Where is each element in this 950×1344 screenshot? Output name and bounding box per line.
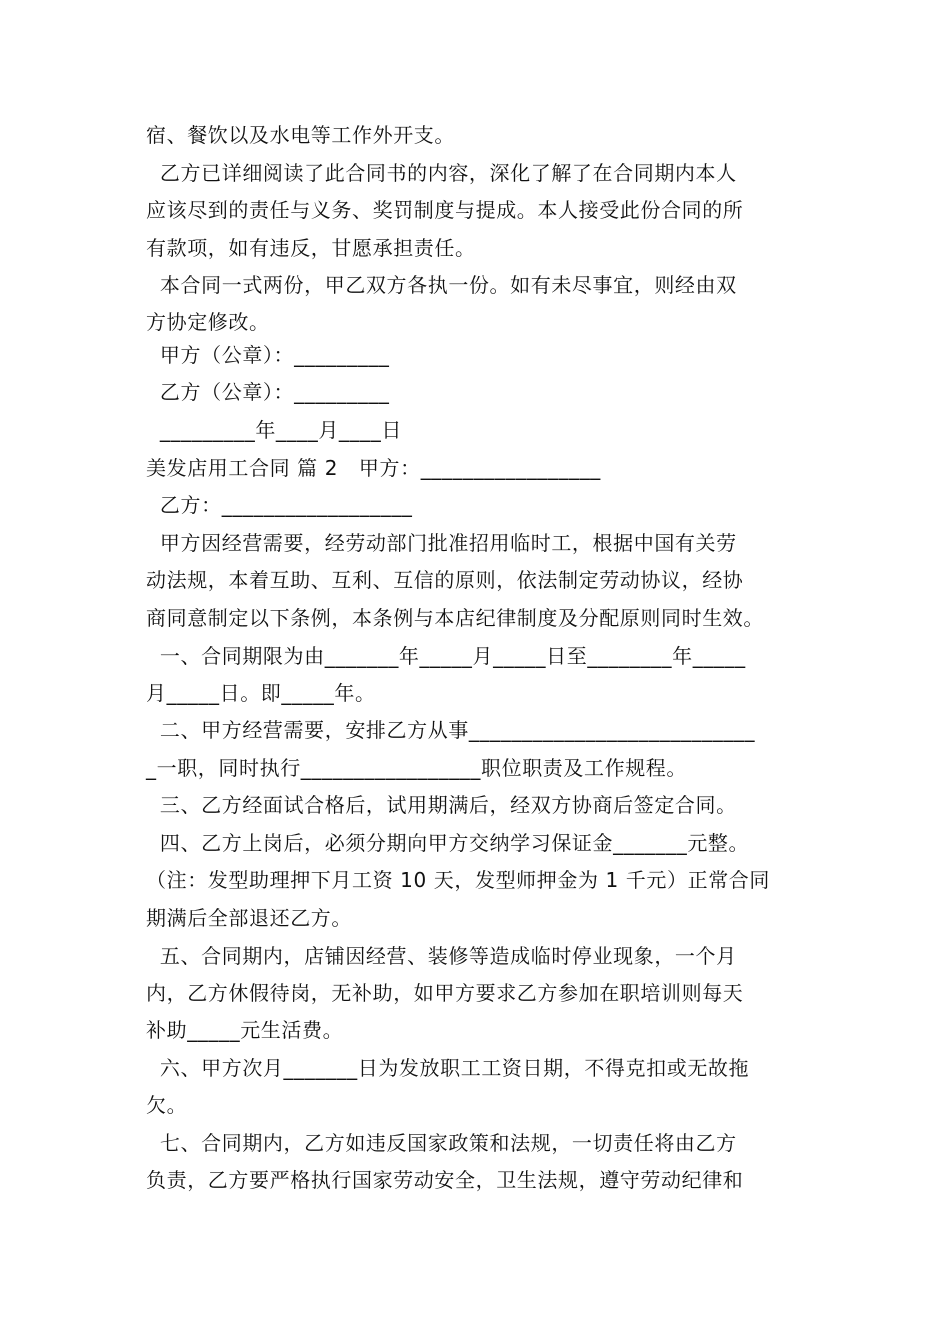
- clause-6-line: 欠。: [146, 1093, 188, 1117]
- clause-2-line: 二、甲方经营需要，安排乙方从事___________________________: [146, 718, 756, 742]
- text-line: 宿、餐饮以及水电等工作外开支。: [146, 123, 455, 147]
- clause-5-line: 五、合同期内，店铺因经营、装修等造成临时停业现象，一个月: [146, 944, 737, 968]
- clause-3-line: 三、乙方经面试合格后，试用期满后，经双方协商后签定合同。: [146, 793, 737, 817]
- text-line: 乙方已详细阅读了此合同书的内容，深化了解了在合同期内本人: [146, 161, 737, 185]
- clause-1-line: 一、合同期限为由_______年_____月_____日至________年_____: [146, 644, 746, 668]
- text-line: 方协定修改。: [146, 310, 270, 334]
- party-b-line: 乙方：__________________: [146, 493, 413, 517]
- clause-2-line: _一职，同时执行_________________职位职责及工作规程。: [146, 756, 687, 780]
- contract-heading-line: 美发店用工合同 篇 2 甲方：_________________: [146, 456, 601, 480]
- clause-7-line: 负责，乙方要严格执行国家劳动安全，卫生法规，遵守劳动纪律和: [146, 1168, 744, 1192]
- clause-7-line: 七、合同期内，乙方如违反国家政策和法规，一切责任将由乙方: [146, 1131, 737, 1155]
- text-line: 应该尽到的责任与义务、奖罚制度与提成。本人接受此份合同的所: [146, 198, 744, 222]
- clause-6-line: 六、甲方次月_______日为发放职工工资日期，不得克扣或无故拖: [146, 1056, 750, 1080]
- text-line: 有款项，如有违反，甘愿承担责任。: [146, 236, 476, 260]
- clause-4-line: （注：发型助理押下月工资 10 天，发型师押金为 1 千元）正常合同: [146, 868, 771, 892]
- party-b-seal-line: 乙方（公章）：_________: [146, 380, 390, 404]
- date-line: _________年____月____日: [146, 418, 402, 442]
- clause-4-line: 期满后全部退还乙方。: [146, 906, 352, 930]
- party-a-seal-line: 甲方（公章）：_________: [146, 343, 390, 367]
- clause-5-line: 内，乙方休假待岗，无补助，如甲方要求乙方参加在职培训则每天: [146, 981, 744, 1005]
- clause-1-line: 月_____日。即_____年。: [146, 681, 376, 705]
- text-line: 本合同一式两份，甲乙双方各执一份。如有未尽事宜，则经由双: [146, 273, 737, 297]
- clause-4-line: 四、乙方上岗后，必须分期向甲方交纳学习保证金_______元整。: [146, 831, 750, 855]
- text-line: 甲方因经营需要，经劳动部门批准招用临时工，根据中国有关劳: [146, 531, 737, 555]
- clause-5-line: 补助_____元生活费。: [146, 1018, 344, 1042]
- text-line: 动法规，本着互助、互利、互信的原则，依法制定劳动协议，经协: [146, 568, 744, 592]
- text-line: 商同意制定以下条例，本条例与本店纪律制度及分配原则同时生效。: [146, 606, 764, 630]
